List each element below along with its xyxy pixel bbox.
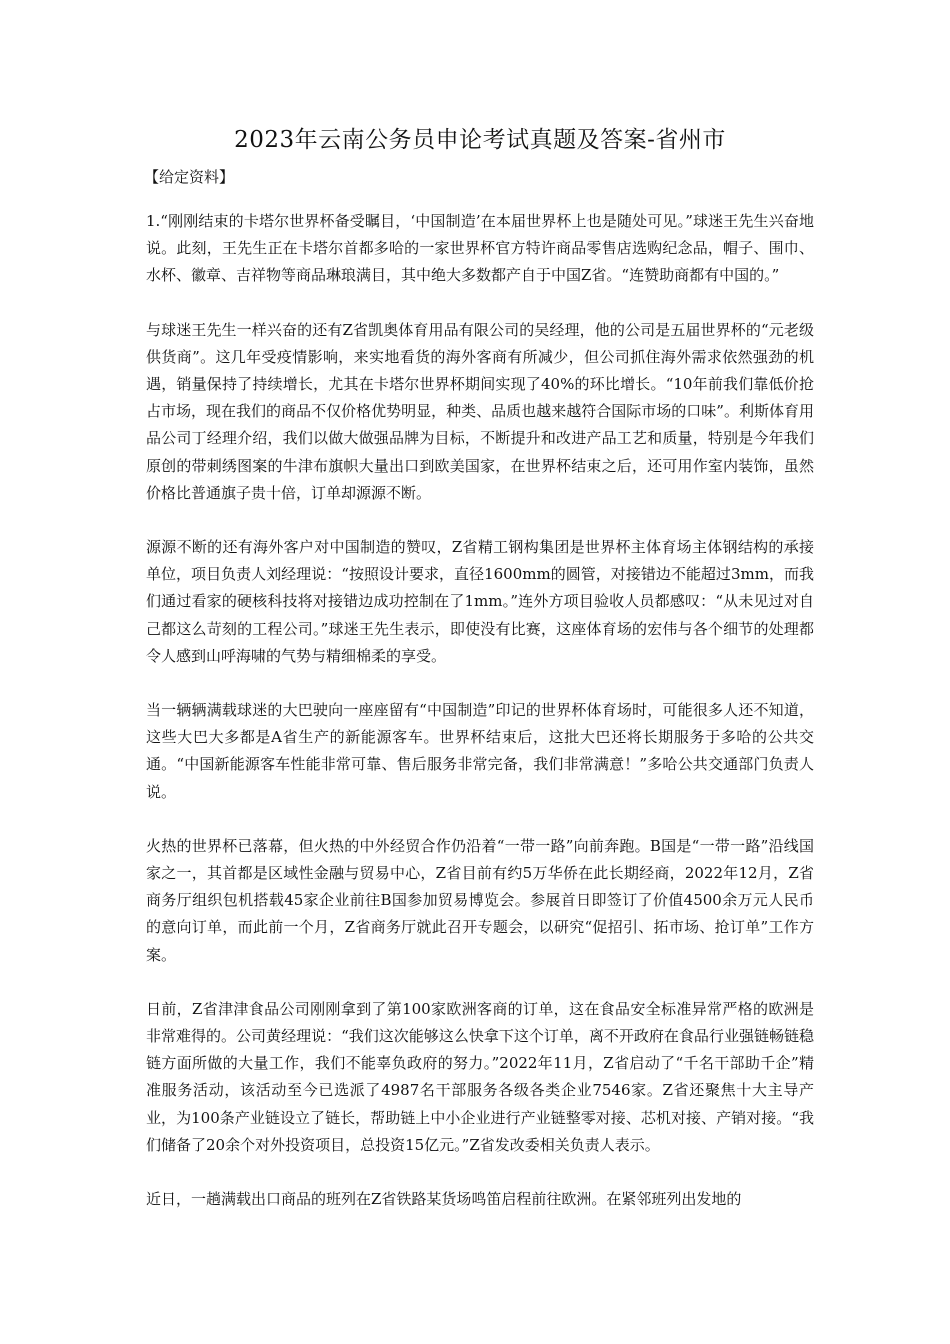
paragraph-5: 火热的世界杯已落幕，但火热的中外经贸合作仍沿着“一带一路”向前奔跑。B国是“一带一路”沿线国家之一，其首都是区域性金融与贸易中心，Z省目前有约5万华侨在此长期经商，2022年12月，Z省商务厅组织包机搭载45家企业前往B国参加贸易博览会。参展首日即签订了价值4500余万元人民币的意向订单，而此前一个月，Z省商务厅就此召开专题会，以研究“促招引、拓市场、抢订单”工作方案。 [146,836,814,964]
document-body [146,208,814,1213]
paragraph-2: 与球迷王先生一样兴奋的还有Z省凯奥体育用品有限公司的吴经理，他的公司是五届世界杯的“元老级供货商”。这几年受疫情影响，来实地看货的海外客商有所减少，但公司抓住海外需求依然强劲的机遇，销量保持了持续增长，尤其在卡塔尔世界杯期间实现了40%的环比增长。“10年前我们靠低价抢占市场，现在我们的商品不仅价格优势明显，种类、品质也越来越符合国际市场的口味”。利斯体育用品公司丁经理介绍，我们以做大做强品牌为目标，不断提升和改进产品工艺和质量，特别是今年我们原创的带刺绣图案的牛津布旗帜大量出口到欧美国家，在世界杯结束之后，还可用作室内装饰，虽然价格比普通旗子贵十倍，订单却源源不断。 [146,320,814,502]
paragraph-1: 1.“刚刚结束的卡塔尔世界杯备受瞩目，‘中国制造’在本届世界杯上也是随处可见。”球迷王先生兴奋地说。此刻，王先生正在卡塔尔首都多哈的一家世界杯官方特许商品零售店选购纪念品，帽子、围巾、水杯、徽章、吉祥物等商品琳琅满目，其中绝大多数都产自于中国Z省。“连赞助商都有中国的。” [146,212,814,285]
paragraph-4: 当一辆辆满载球迷的大巴驶向一座座留有“中国制造”印记的世界杯体育场时，可能很多人还不知道，这些大巴大多都是A省生产的新能源客车。世界杯结束后，这批大巴还将长期服务于多哈的公共交通。“中国新能源客车性能非常可靠、售后服务非常完备，我们非常满意！”多哈公共交通部门负责人说。 [146,701,814,801]
paragraph-3: 源源不断的还有海外客户对中国制造的赞叹，Z省精工钢构集团是世界杯主体育场主体钢结构的承接单位，项目负责人刘经理说：“按照设计要求，直径1600mm的圆管，对接错边不能超过3mm，而我们通过看家的硬核科技将对接错边成功控制在了1mm。”连外方项目验收人员都感叹：“从未见过对自己都这么苛刻的工程公司。”球迷王先生表示，即使没有比赛，这座体育场的宏伟与各个细节的处理都令人感到山呼海啸的气势与精细棉柔的享受。 [146,538,814,665]
paragraph-7: 近日，一趟满载出口商品的班列在Z省铁路某货场鸣笛启程前往欧洲。在紧邻班列出发地的 [146,1190,742,1209]
document-page [146,124,814,1213]
paragraph-6: 日前，Z省津津食品公司刚刚拿到了第100家欧洲客商的订单，这在食品安全标准异常严格的欧洲是非常难得的。公司黄经理说：“我们这次能够这么快拿下这个订单，离不开政府在食品行业强链畅链稳链方面所做的大量工作，我们不能辜负政府的努力。”2022年11月，Z省启动了“千名干部助千企”精准服务活动，该活动至今已选派了4987名干部服务各级各类企业7546家。Z省还聚焦十大主导产业，为100条产业链设立了链长，帮助链上中小企业进行产业链整零对接、芯机对接、产销对接。“我们储备了20余个对外投资项目，总投资15亿元。”Z省发改委相关负责人表示。 [146,999,814,1154]
document-title: 2023年云南公务员申论考试真题及答案-省州市 [234,127,726,153]
section-label: 【给定资料】 [144,168,235,186]
